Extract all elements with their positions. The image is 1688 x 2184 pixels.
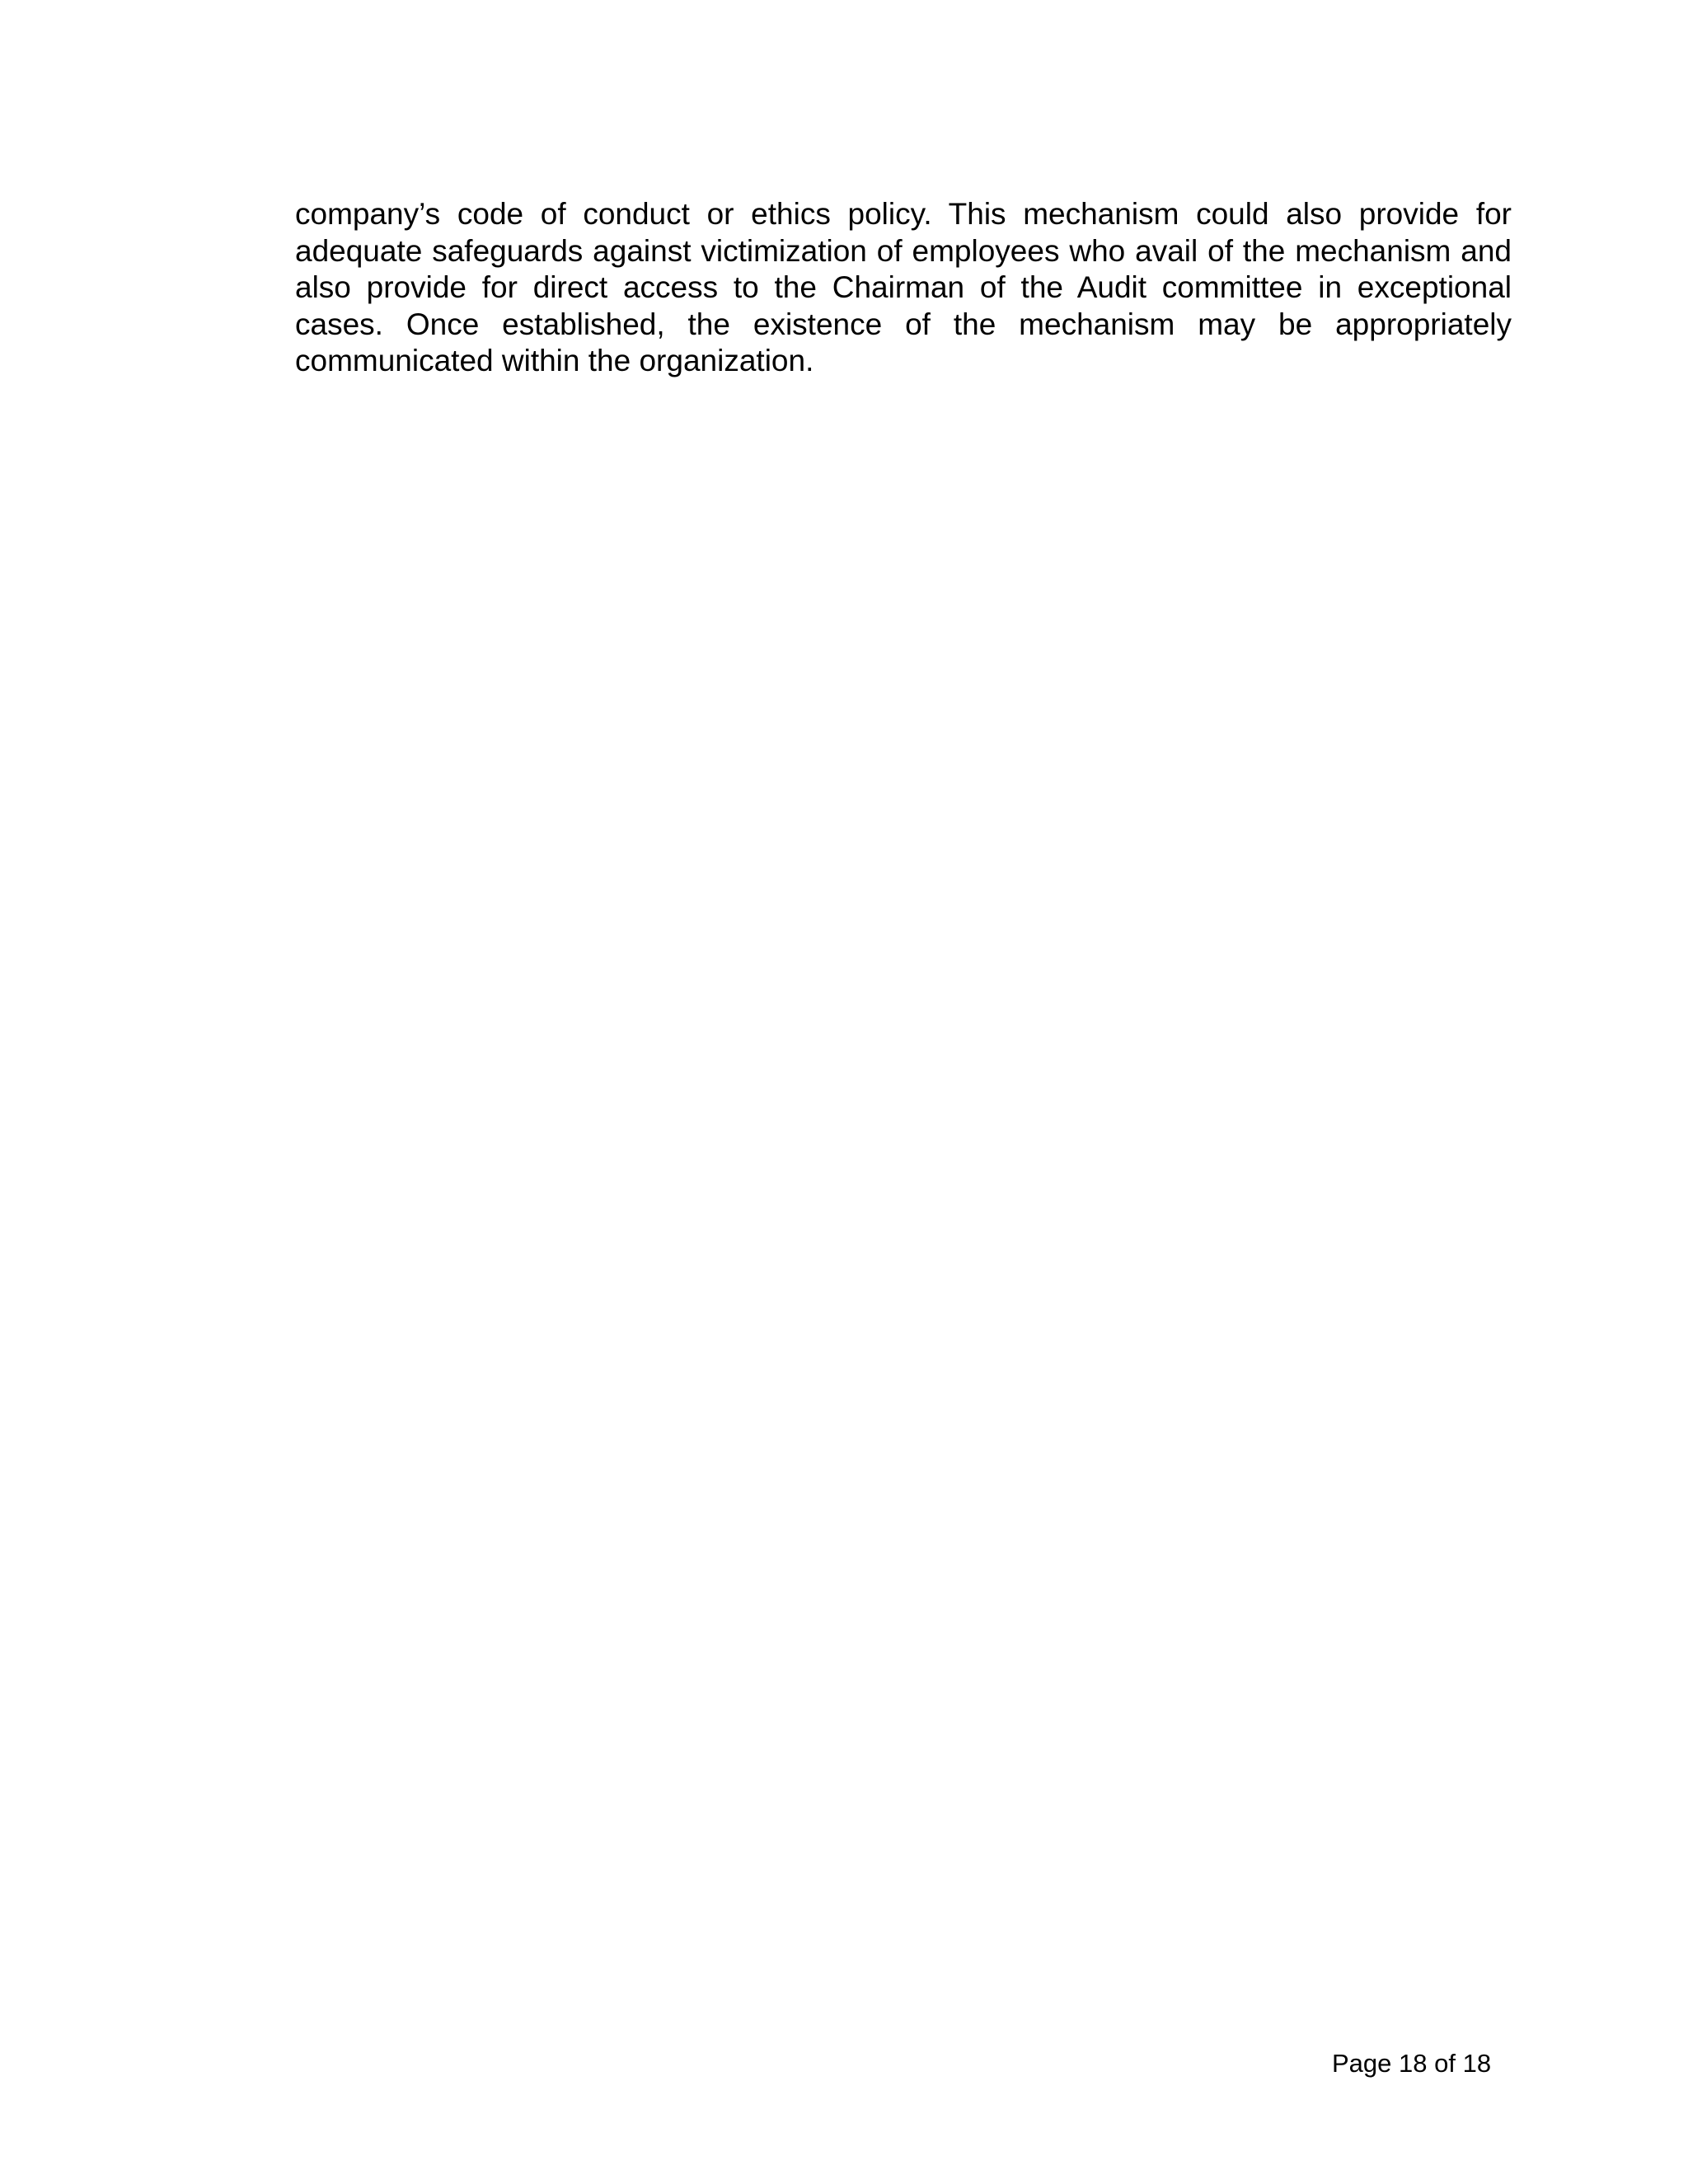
body-paragraph: company’s code of conduct or ethics policy. This mechanism could also provide for adequate safeguards against victimization of employees who avail of the mechanism and also provide for direct access to the Chairman of the Audit committee in exceptional cases. Once established, the existence of the mechanism may be appropriately communicated within the organization. bbox=[295, 197, 1512, 377]
page-number: Page 18 of 18 bbox=[1332, 2049, 1492, 2078]
